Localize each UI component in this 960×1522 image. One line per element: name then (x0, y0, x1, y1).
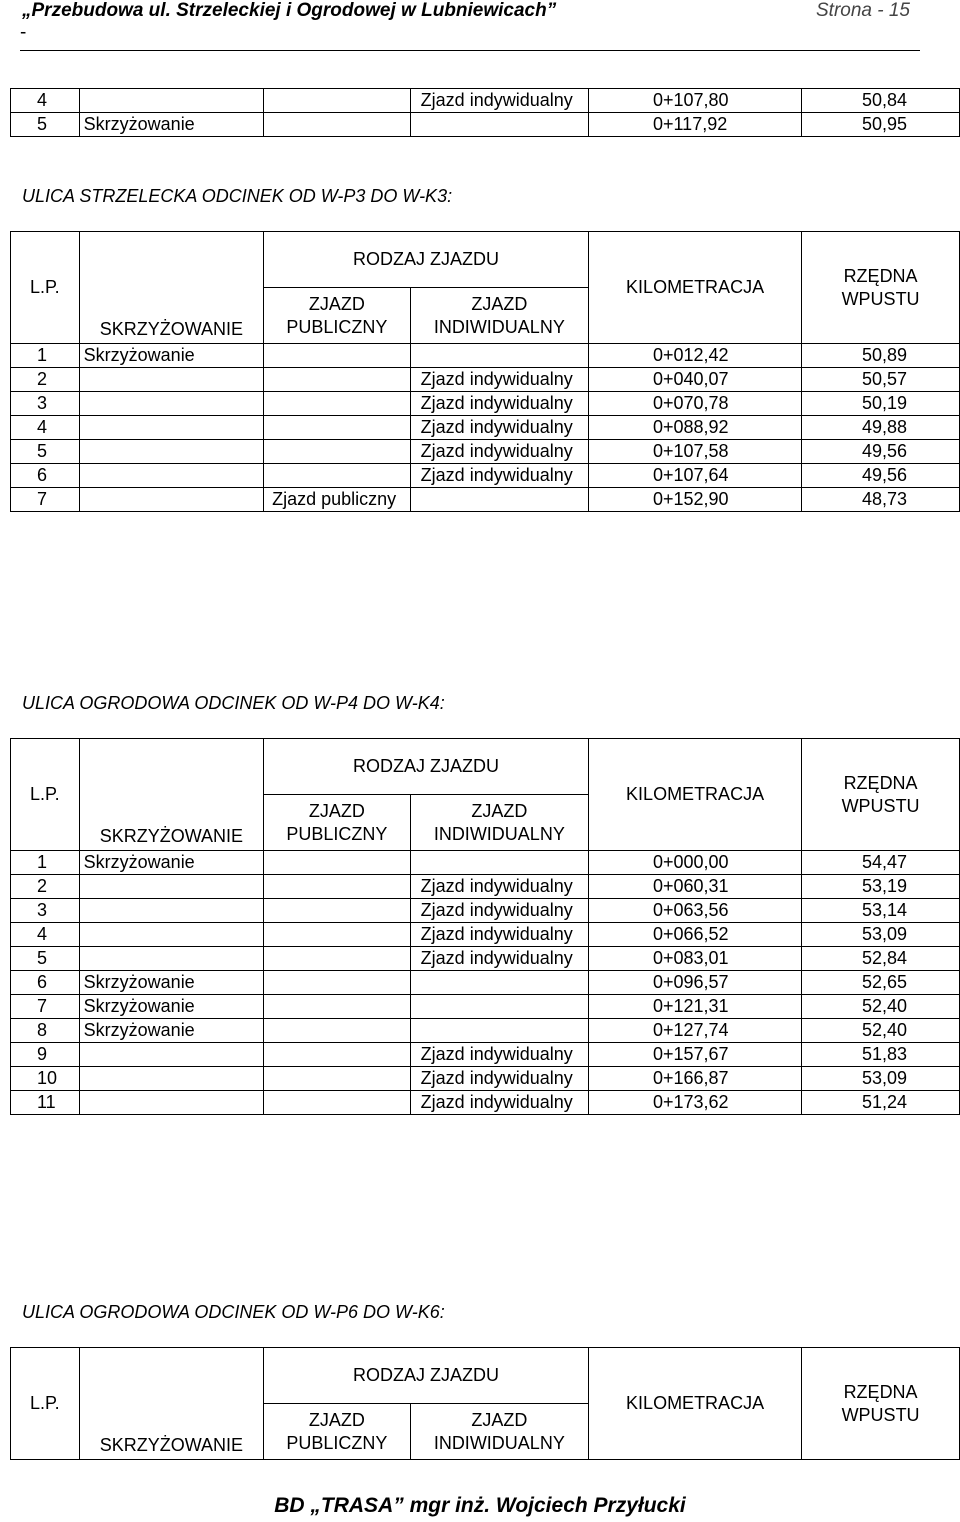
table-row (11, 392, 960, 416)
header-dash: - (20, 22, 27, 43)
table-row (11, 1019, 960, 1043)
row-lp: 5 (11, 113, 80, 137)
table-strzelecka (10, 231, 960, 512)
row-lp: 7 (11, 488, 80, 512)
header-lp: L.P. (11, 232, 80, 344)
row-rzedna: 52,40 (802, 1019, 960, 1043)
table-row (11, 1067, 960, 1091)
row-skrzyzowanie: Skrzyżowanie (79, 995, 263, 1019)
row-kilometracja: 0+157,67 (588, 1043, 801, 1067)
row-rzedna: 50,84 (802, 89, 960, 113)
table-row (11, 89, 960, 113)
row-zjazd-indywidualny (410, 995, 588, 1019)
row-kilometracja: 0+173,62 (588, 1091, 801, 1115)
row-zjazd-publiczny (264, 344, 411, 368)
row-kilometracja: 0+127,74 (588, 1019, 801, 1043)
header-lp: L.P. (11, 739, 80, 851)
row-rzedna: 53,14 (802, 899, 960, 923)
header-skrzyzowanie: SKRZYŻOWANIE (79, 1348, 263, 1460)
row-zjazd-publiczny (264, 1091, 411, 1115)
table-row (11, 464, 960, 488)
row-rzedna: 48,73 (802, 488, 960, 512)
row-zjazd-indywidualny (410, 344, 588, 368)
header-rodzaj-zjazdu: RODZAJ ZJAZDU (264, 739, 589, 795)
row-skrzyzowanie: Skrzyżowanie (79, 344, 263, 368)
row-rzedna: 50,89 (802, 344, 960, 368)
row-lp: 5 (11, 947, 80, 971)
row-rzedna: 51,83 (802, 1043, 960, 1067)
row-lp: 2 (11, 875, 80, 899)
page-number: Strona - 15 (816, 0, 910, 21)
row-lp: 2 (11, 368, 80, 392)
row-skrzyzowanie (79, 368, 263, 392)
row-zjazd-indywidualny (410, 1019, 588, 1043)
row-lp: 4 (11, 416, 80, 440)
table-row (11, 440, 960, 464)
row-skrzyzowanie (79, 1091, 263, 1115)
row-rzedna: 49,56 (802, 464, 960, 488)
table-continuation (10, 88, 960, 137)
row-zjazd-publiczny (264, 971, 411, 995)
row-kilometracja: 0+107,58 (588, 440, 801, 464)
table-row (11, 113, 960, 137)
table-row (11, 923, 960, 947)
header-divider (20, 50, 920, 51)
row-zjazd-publiczny (264, 995, 411, 1019)
row-skrzyzowanie (79, 89, 263, 113)
header-lp: L.P. (11, 1348, 80, 1460)
row-zjazd-publiczny (264, 416, 411, 440)
row-rzedna: 49,56 (802, 440, 960, 464)
row-lp: 6 (11, 971, 80, 995)
row-zjazd-publiczny (264, 464, 411, 488)
row-zjazd-publiczny (264, 899, 411, 923)
row-zjazd-publiczny (264, 923, 411, 947)
row-kilometracja: 0+107,80 (588, 89, 801, 113)
row-skrzyzowanie (79, 875, 263, 899)
row-rzedna: 50,19 (802, 392, 960, 416)
row-zjazd-indywidualny: Zjazd indywidualny (410, 1067, 588, 1091)
row-zjazd-publiczny (264, 875, 411, 899)
row-zjazd-indywidualny: Zjazd indywidualny (410, 392, 588, 416)
table-ogrodowa-p6 (10, 1347, 960, 1460)
row-zjazd-indywidualny: Zjazd indywidualny (410, 368, 588, 392)
table-row (11, 1091, 960, 1115)
row-lp: 8 (11, 1019, 80, 1043)
header-zjazd-publiczny: ZJAZD PUBLICZNY (264, 1404, 411, 1460)
header-zjazd-indywidualny: ZJAZD INDIWIDUALNY (410, 795, 588, 851)
row-skrzyzowanie (79, 416, 263, 440)
row-kilometracja: 0+096,57 (588, 971, 801, 995)
row-rzedna: 52,65 (802, 971, 960, 995)
row-zjazd-indywidualny: Zjazd indywidualny (410, 947, 588, 971)
row-kilometracja: 0+000,00 (588, 851, 801, 875)
row-zjazd-publiczny (264, 1019, 411, 1043)
row-rzedna: 54,47 (802, 851, 960, 875)
row-skrzyzowanie: Skrzyżowanie (79, 971, 263, 995)
row-kilometracja: 0+066,52 (588, 923, 801, 947)
row-kilometracja: 0+083,01 (588, 947, 801, 971)
page-header (8, 0, 912, 50)
header-rodzaj-zjazdu: RODZAJ ZJAZDU (264, 1348, 589, 1404)
row-rzedna: 50,57 (802, 368, 960, 392)
row-skrzyzowanie (79, 440, 263, 464)
row-lp: 4 (11, 923, 80, 947)
table-row (11, 416, 960, 440)
table-row (11, 488, 960, 512)
row-lp: 1 (11, 851, 80, 875)
header-zjazd-publiczny: ZJAZD PUBLICZNY (264, 288, 411, 344)
row-zjazd-indywidualny: Zjazd indywidualny (410, 875, 588, 899)
header-rzedna: RZĘDNA WPUSTU (802, 232, 960, 344)
header-rzedna: RZĘDNA WPUSTU (802, 739, 960, 851)
table-row (11, 875, 960, 899)
row-zjazd-indywidualny (410, 851, 588, 875)
row-zjazd-indywidualny: Zjazd indywidualny (410, 89, 588, 113)
row-kilometracja: 0+040,07 (588, 368, 801, 392)
row-zjazd-publiczny (264, 1067, 411, 1091)
row-rzedna: 49,88 (802, 416, 960, 440)
row-lp: 7 (11, 995, 80, 1019)
row-skrzyzowanie (79, 1043, 263, 1067)
row-lp: 3 (11, 392, 80, 416)
row-rzedna: 52,84 (802, 947, 960, 971)
row-lp: 4 (11, 89, 80, 113)
row-zjazd-publiczny (264, 440, 411, 464)
section-title-strzelecka: ULICA STRZELECKA ODCINEK OD W-P3 DO W-K3: (22, 186, 453, 206)
row-zjazd-publiczny (264, 947, 411, 971)
row-skrzyzowanie (79, 488, 263, 512)
header-zjazd-indywidualny: ZJAZD INDIWIDUALNY (410, 1404, 588, 1460)
row-skrzyzowanie: Skrzyżowanie (79, 113, 263, 137)
header-kilometracja: KILOMETRACJA (588, 739, 801, 851)
row-kilometracja: 0+121,31 (588, 995, 801, 1019)
row-zjazd-publiczny (264, 392, 411, 416)
table-row (11, 851, 960, 875)
row-rzedna: 53,19 (802, 875, 960, 899)
row-rzedna: 53,09 (802, 923, 960, 947)
row-lp: 11 (11, 1091, 80, 1115)
row-skrzyzowanie (79, 1067, 263, 1091)
section-title-ogrodowa-p4: ULICA OGRODOWA ODCINEK OD W-P4 DO W-K4: (22, 693, 445, 713)
row-lp: 9 (11, 1043, 80, 1067)
row-kilometracja: 0+166,87 (588, 1067, 801, 1091)
header-kilometracja: KILOMETRACJA (588, 1348, 801, 1460)
document-title: „Przebudowa ul. Strzeleckiej i Ogrodowej w Lubniewicach” (22, 0, 557, 21)
row-zjazd-indywidualny: Zjazd indywidualny (410, 899, 588, 923)
row-zjazd-publiczny (264, 89, 411, 113)
row-rzedna: 53,09 (802, 1067, 960, 1091)
header-zjazd-publiczny: ZJAZD PUBLICZNY (264, 795, 411, 851)
row-zjazd-publiczny (264, 368, 411, 392)
section-title-ogrodowa-p6: ULICA OGRODOWA ODCINEK OD W-P6 DO W-K6: (22, 1302, 445, 1322)
row-kilometracja: 0+060,31 (588, 875, 801, 899)
header-rzedna: RZĘDNA WPUSTU (802, 1348, 960, 1460)
row-rzedna: 51,24 (802, 1091, 960, 1115)
row-kilometracja: 0+070,78 (588, 392, 801, 416)
header-skrzyzowanie: SKRZYŻOWANIE (79, 739, 263, 851)
row-kilometracja: 0+117,92 (588, 113, 801, 137)
row-zjazd-indywidualny: Zjazd indywidualny (410, 464, 588, 488)
row-kilometracja: 0+152,90 (588, 488, 801, 512)
row-zjazd-indywidualny (410, 113, 588, 137)
table-row (11, 368, 960, 392)
row-skrzyzowanie: Skrzyżowanie (79, 851, 263, 875)
table-row (11, 899, 960, 923)
row-kilometracja: 0+107,64 (588, 464, 801, 488)
row-kilometracja: 0+063,56 (588, 899, 801, 923)
row-zjazd-indywidualny: Zjazd indywidualny (410, 440, 588, 464)
header-skrzyzowanie: SKRZYŻOWANIE (79, 232, 263, 344)
row-zjazd-indywidualny: Zjazd indywidualny (410, 1043, 588, 1067)
row-rzedna: 52,40 (802, 995, 960, 1019)
row-lp: 6 (11, 464, 80, 488)
table-row (11, 1043, 960, 1067)
row-skrzyzowanie (79, 392, 263, 416)
row-zjazd-indywidualny (410, 971, 588, 995)
row-zjazd-publiczny (264, 1043, 411, 1067)
row-zjazd-publiczny (264, 113, 411, 137)
table-row (11, 971, 960, 995)
table-row (11, 344, 960, 368)
row-lp: 10 (11, 1067, 80, 1091)
row-rzedna: 50,95 (802, 113, 960, 137)
header-kilometracja: KILOMETRACJA (588, 232, 801, 344)
row-zjazd-publiczny (264, 851, 411, 875)
header-rodzaj-zjazdu: RODZAJ ZJAZDU (264, 232, 589, 288)
row-zjazd-publiczny: Zjazd publiczny (264, 488, 411, 512)
row-skrzyzowanie (79, 923, 263, 947)
row-zjazd-indywidualny: Zjazd indywidualny (410, 416, 588, 440)
table-ogrodowa-p4 (10, 738, 960, 1115)
row-lp: 3 (11, 899, 80, 923)
row-zjazd-indywidualny: Zjazd indywidualny (410, 1091, 588, 1115)
header-zjazd-indywidualny: ZJAZD INDIWIDUALNY (410, 288, 588, 344)
row-skrzyzowanie (79, 947, 263, 971)
row-lp: 5 (11, 440, 80, 464)
row-skrzyzowanie (79, 899, 263, 923)
row-zjazd-indywidualny: Zjazd indywidualny (410, 923, 588, 947)
row-kilometracja: 0+088,92 (588, 416, 801, 440)
row-kilometracja: 0+012,42 (588, 344, 801, 368)
row-zjazd-indywidualny (410, 488, 588, 512)
row-skrzyzowanie (79, 464, 263, 488)
row-lp: 1 (11, 344, 80, 368)
row-skrzyzowanie: Skrzyżowanie (79, 1019, 263, 1043)
table-row (11, 947, 960, 971)
page-footer: BD „TRASA” mgr inż. Wojciech Przyłucki (274, 1494, 686, 1517)
table-row (11, 995, 960, 1019)
